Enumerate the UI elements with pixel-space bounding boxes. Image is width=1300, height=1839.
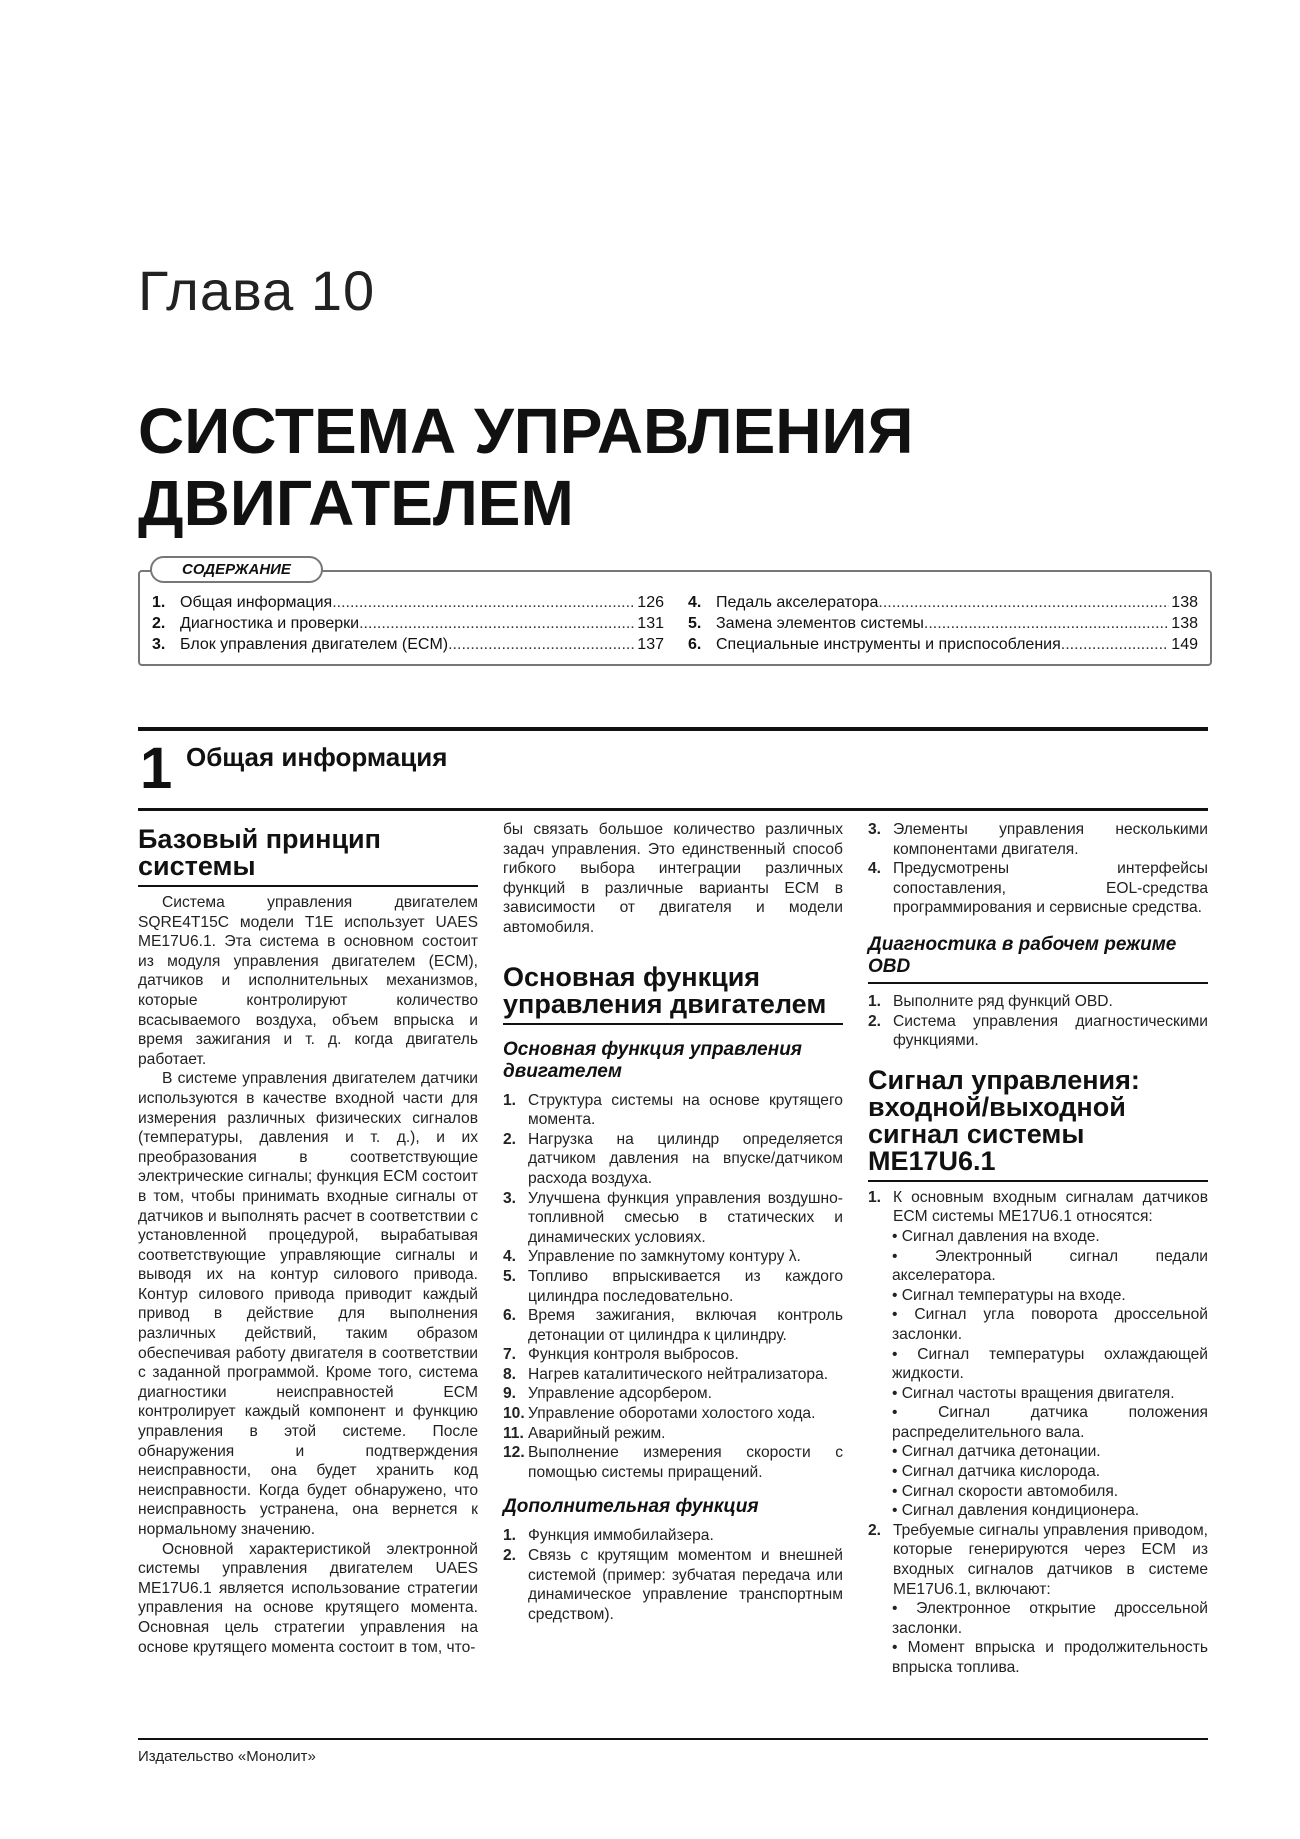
list-item: 12. Выполнение измерения скорости с помощью системы приращений. xyxy=(503,1444,843,1481)
heading-main-function: Основная функция управления двигателем xyxy=(503,964,843,1025)
list-item: 6. Время зажигания, включая контроль детонации от цилиндра к цилиндру. xyxy=(503,1307,843,1344)
toc-item-number: 3. xyxy=(152,636,166,653)
list-item: 3. Улучшена функция управления воздушно-топливной смесью в статических и динамических условиях. xyxy=(503,1189,843,1246)
toc-item-page: 138 xyxy=(1171,594,1198,611)
text-column-1 xyxy=(138,820,478,1657)
toc-item-page: 126 xyxy=(637,594,664,611)
list-item: 4. Предусмотрены интерфейсы сопоставления, EOL-средства программирования и сервисные средства. xyxy=(868,860,1208,917)
list-item: 9. Управление адсорбером. xyxy=(503,1385,712,1403)
toc-item-page: 138 xyxy=(1171,615,1198,632)
bullet-item: • Сигнал скорости автомобиля. xyxy=(892,1482,1119,1500)
list-item: 2. Нагрузка на цилиндр определяется датчиком давления на впуске/датчиком расхода воздуха. xyxy=(503,1130,843,1187)
toc-item[interactable] xyxy=(152,592,664,613)
bullet-item: • Момент впрыска и продолжительность впрыска топлива. xyxy=(892,1639,1208,1676)
bullet-item: • Сигнал угла поворота дроссельной заслонки. xyxy=(892,1306,1209,1343)
chapter-title-line-1: СИСТЕМА УПРАВЛЕНИЯ xyxy=(138,395,914,467)
toc-item-text: Диагностика и проверки xyxy=(180,615,360,632)
toc-column-right xyxy=(688,592,1198,655)
toc-item-text: Блок управления двигателем (ECM) xyxy=(180,636,449,653)
toc-item-number: 2. xyxy=(152,615,166,632)
list-item: 4. Управление по замкнутому контуру λ. xyxy=(503,1248,801,1266)
toc-item-text: Специальные инструменты и приспособления xyxy=(716,636,1061,653)
chapter-title xyxy=(138,395,913,539)
toc-item-page: 137 xyxy=(637,636,664,653)
toc-dot-leader xyxy=(359,613,635,634)
publisher-footer: Издательство «Монолит» xyxy=(138,1748,316,1765)
list-item: 8. Нагрев каталитического нейтрализатора. xyxy=(503,1365,829,1383)
toc-dot-leader xyxy=(448,634,635,655)
bullet-item: • Сигнал давления кондиционера. xyxy=(892,1502,1140,1520)
section-bottom-rule xyxy=(138,808,1208,811)
list-item: 2. Требуемые сигналы управления приводом, которые генерируются через ECM из входных сигналов датчиков в системе ME17U6.1, включают: xyxy=(868,1521,1208,1598)
toc-item-text: Общая информация xyxy=(180,594,333,611)
toc-dot-leader xyxy=(332,592,635,613)
toc-column-left xyxy=(152,592,664,655)
text-column-2 xyxy=(503,820,843,1624)
toc-dot-leader xyxy=(924,613,1169,634)
additional-function-list xyxy=(503,1526,843,1624)
table-of-contents xyxy=(138,561,1212,666)
toc-item[interactable] xyxy=(688,592,1198,613)
list-item: 1. К основным входным сигналам датчиков ECM системы ME17U6.1 относятся: xyxy=(868,1188,1208,1226)
subheading-obd: Диагностика в рабочем режиме OBD xyxy=(868,934,1208,984)
section-top-rule xyxy=(138,727,1208,731)
heading-basic-principle: Базовый принцип системы xyxy=(138,826,478,887)
bullet-item: • Электронное открытие дроссельной заслонки. xyxy=(892,1600,1209,1637)
toc-dot-leader xyxy=(1061,634,1170,655)
toc-item-page: 131 xyxy=(637,615,664,632)
toc-item-text: Педаль акселератора xyxy=(716,594,879,611)
subheading-additional-function: Дополнительная функция xyxy=(503,1496,759,1518)
bullet-item: • Сигнал датчика детонации. xyxy=(892,1443,1101,1461)
bullet-item: • Сигнал давления на входе. xyxy=(892,1227,1100,1245)
section-number: 1 xyxy=(140,736,173,801)
chapter-label: Глава 10 xyxy=(138,259,376,322)
paragraph: Основной характеристикой электронной системы управления двигателем UAES ME17U6.1 является использование стратегии управления на основе крутящего момента. Основная цель стратегии управления на основе крутящего момента состоит в том, что- xyxy=(138,1540,478,1656)
list-item: 5. Топливо впрыскивается из каждого цилиндра последовательно. xyxy=(503,1267,843,1305)
list-item: 1. Выполните ряд функций OBD. xyxy=(868,992,1113,1010)
toc-item[interactable] xyxy=(152,613,664,634)
main-function-list xyxy=(503,1091,843,1483)
list-item: 2. Система управления диагностическими функциями. xyxy=(868,1012,1208,1050)
heading-control-signal: Сигнал управления: входной/выходной сигнал системы ME17U6.1 xyxy=(868,1067,1208,1182)
toc-item-number: 6. xyxy=(688,636,702,653)
list-item: 2. Связь с крутящим моментом и внешней системой (пример: зубчатая передача или динамическое управление транспортным средством). xyxy=(503,1547,843,1623)
subheading-main-function: Основная функция управления двигателем xyxy=(503,1038,802,1082)
toc-item-page: 149 xyxy=(1171,636,1198,653)
list-item: 11. Аварийный режим. xyxy=(503,1424,666,1442)
toc-dot-leader xyxy=(878,592,1169,613)
toc-item-number: 5. xyxy=(688,615,702,632)
list-item: 1. Структура системы на основе крутящего момента. xyxy=(503,1091,843,1129)
list-item: 3. Элементы управления несколькими компонентами двигателя. xyxy=(868,821,1208,858)
toc-item-number: 4. xyxy=(688,594,702,611)
toc-item-text: Замена элементов системы xyxy=(716,615,924,632)
list-item: 10. Управление оборотами холостого хода. xyxy=(503,1405,816,1423)
toc-item[interactable] xyxy=(152,634,664,655)
bullet-item: • Электронный сигнал педали акселератора. xyxy=(892,1247,1208,1285)
bullet-item: • Сигнал датчика положения распределительного вала. xyxy=(892,1404,1208,1441)
chapter-title-line-2: ДВИГАТЕЛЕМ xyxy=(138,467,574,539)
bullet-item: • Сигнал датчика кислорода. xyxy=(892,1463,1101,1481)
paragraph: Система управления двигателем SQRE4T15C модели T1E использует UAES ME17U6.1. Эта система в основном состоит из модуля управления двигателем (ECM), датчиков и исполнительных механизмов, которые контролируют количество всасываемого воздуха, объем впрыска и время зажигания и т. д. когда двигатель работает. xyxy=(138,894,478,1068)
footer-rule xyxy=(138,1738,1208,1740)
toc-item-number: 1. xyxy=(152,594,166,611)
paragraph: бы связать большое количество различных задач управления. Это единственный способ гибкого выбора интеграции различных функций в различные варианты ECM в зависимости от двигателя и модели автомобиля. xyxy=(503,821,843,936)
list-item: 1. Функция иммобилайзера. xyxy=(503,1527,714,1545)
bullet-item: • Сигнал температуры на входе. xyxy=(892,1286,1126,1304)
toc-item[interactable] xyxy=(688,634,1198,655)
toc-item[interactable] xyxy=(688,613,1198,634)
toc-label: СОДЕРЖАНИЕ xyxy=(150,556,323,583)
text-column-3 xyxy=(868,820,1208,1678)
paragraph: В системе управления двигателем датчики используются в качестве входной части для измерения различных физических сигналов (температуры, давления и т. д.), и их преобразования в соответствующие электрические сигналы; функция ECM состоит в том, чтобы принимать входные сигналы от датчиков и выполнять расчет в соответствии с установленной процедурой, вырабатывая соответствующие управляющие сигналы и выводя их на контур силового привода. Контур силового привода приводит каждый привод в действие для выполнения различных действий, таким образом обеспечивая работу двигателя в соответствии с заданной программой. Кроме того, система диагностики неисправностей ECM контролирует каждый компонент и функцию управления в этой системе. После обнаружения и подтверждения неисправности, она будет хранить код неисправности. Когда будет обнаружено, что неисправность устранена, она вернется к нормальному значению. xyxy=(138,1070,478,1538)
bullet-item: • Сигнал частоты вращения двигателя. xyxy=(892,1384,1175,1402)
list-item: 7. Функция контроля выбросов. xyxy=(503,1346,739,1364)
bullet-item: • Сигнал температуры охлаждающей жидкости. xyxy=(892,1345,1209,1383)
section-title: Общая информация xyxy=(186,742,448,772)
